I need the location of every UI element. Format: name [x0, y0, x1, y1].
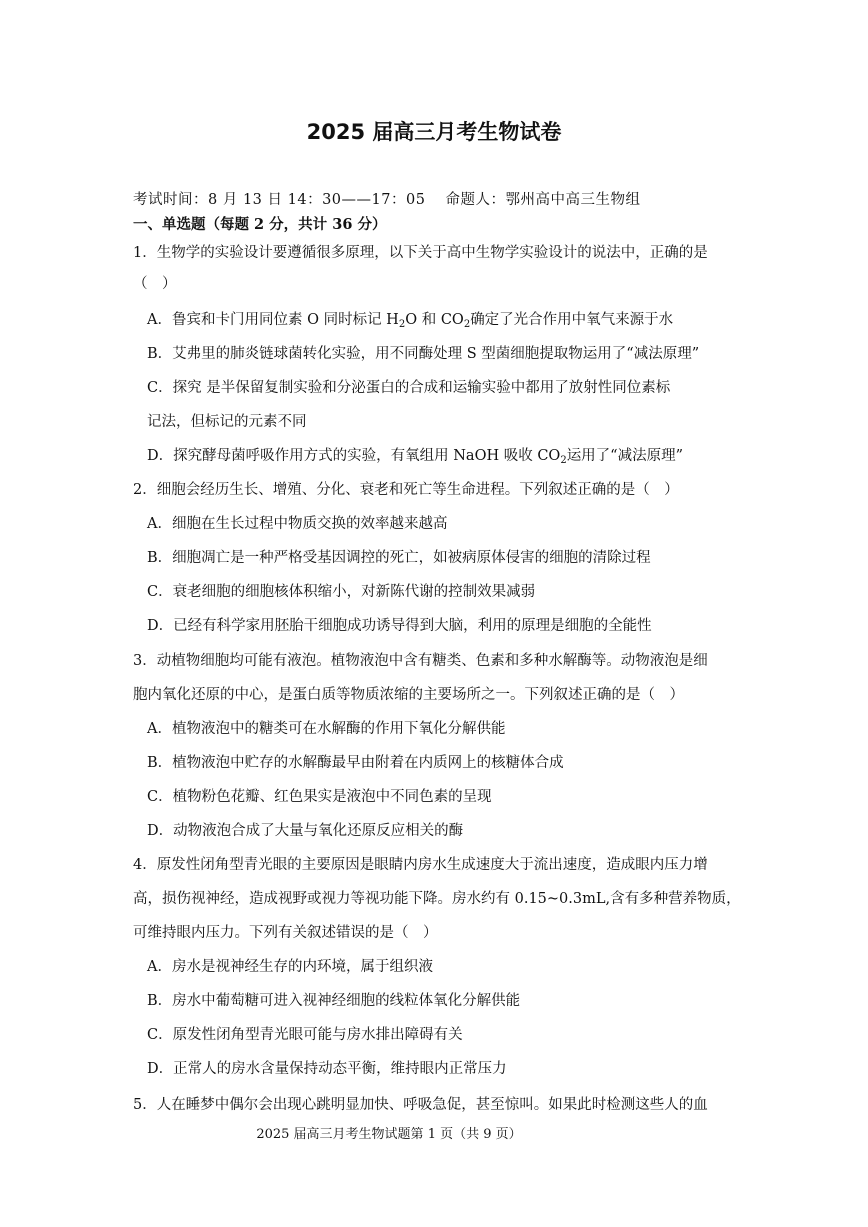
- q3-option-a: A．植物液泡中的糖类可在水解酶的作用下氧化分解供能: [147, 721, 506, 737]
- q4-stem-line1: 4．原发性闭角型青光眼的主要原因是眼睛内房水生成速度大于流出速度，造成眼内压力增: [133, 857, 708, 873]
- q2-option-a: A．细胞在生长过程中物质交换的效率越来越高: [147, 516, 448, 532]
- q1-stem-line1: 1．生物学的实验设计要遵循很多原理，以下关于高中生物学实验设计的说法中，正确的是: [133, 245, 708, 261]
- q4-option-c: C．原发性闭角型青光眼可能与房水排出障碍有关: [147, 1027, 463, 1043]
- q4-stem-line3: 可维持眼内压力。下列有关叙述错误的是（ ）: [133, 925, 438, 941]
- q4-option-d: D．正常人的房水含量保持动态平衡，维持眼内正常压力: [147, 1061, 507, 1077]
- q2-option-c: C．衰老细胞的细胞核体积缩小，对新陈代谢的控制效果减弱: [147, 584, 536, 600]
- q3-stem-line1: 3．动植物细胞均可能有液泡。植物液泡中含有糖类、色素和多种水解酶等。动物液泡是细: [133, 653, 708, 669]
- q2-option-b: B．细胞凋亡是一种严格受基因调控的死亡，如被病原体侵害的细胞的清除过程: [147, 550, 651, 566]
- q3-option-c: C．植物粉色花瓣、红色果实是液泡中不同色素的呈现: [147, 789, 492, 805]
- footer-text: 2025 届高三月考生物试题第 1 页（共 9 页）: [256, 1127, 522, 1142]
- q3-option-d: D．动物液泡合成了大量与氧化还原反应相关的酶: [147, 823, 464, 839]
- page-footer: [0, 1123, 868, 1142]
- q1-option-a: A．鲁宾和卡门用同位素 O 同时标记 $H_2O$ 和 $CO_2$确定了光合作用中氧气来源于水: [147, 312, 674, 330]
- q2-stem: 2．细胞会经历生长、增殖、分化、衰老和死亡等生命进程。下列叙述正确的是（ ）: [133, 482, 679, 498]
- q4-option-b: B．房水中葡萄糖可进入视神经细胞的线粒体氧化分解供能: [147, 993, 521, 1009]
- q1-option-c-line1: C．探究 是半保留复制实验和分泌蛋白的合成和运输实验中都用了放射性同位素标: [147, 380, 671, 396]
- q5-stem-line1: 5．人在睡梦中偶尔会出现心跳明显加快、呼吸急促，甚至惊叫。如果此时检测这些人的血: [133, 1097, 708, 1113]
- q4-stem-line2: 高，损伤视神经，造成视野或视力等视功能下降。房水约有 0.15~0.3mL,含有多种营养物质，: [133, 891, 741, 907]
- exam-title: 2025 届高三月考生物试卷: [306, 120, 562, 144]
- q1-option-b: B．艾弗里的肺炎链球菌转化实验，用不同酶处理 S 型菌细胞提取物运用了“减法原理”: [147, 346, 700, 362]
- q1-stem-line2: （ ）: [133, 276, 177, 292]
- q3-stem-line2: 胞内氧化还原的中心，是蛋白质等物质浓缩的主要场所之一。下列叙述正确的是（ ）: [133, 687, 684, 703]
- q2-option-d: D．已经有科学家用胚胎干细胞成功诱导得到大脑，利用的原理是细胞的全能性: [147, 618, 652, 634]
- q3-option-b: B．植物液泡中贮存的水解酶最早由附着在内质网上的核糖体合成: [147, 755, 564, 771]
- section-heading: 一、单选题（每题 2 分，共计 36 分）: [133, 216, 387, 233]
- q1-option-d: D．探究酵母菌呼吸作用方式的实验，有氧组用 NaOH 吸收 $CO_2$运用了“减法原理”: [147, 448, 684, 466]
- exam-meta: 考试时间：8 月 13 日 14：30——17：05 命题人：鄂州高中高三生物组: [133, 192, 641, 208]
- q1-option-c-line2: 记法，但标记的元素不同: [147, 414, 307, 430]
- q4-option-a: A．房水是视神经生存的内环境，属于组织液: [147, 959, 433, 975]
